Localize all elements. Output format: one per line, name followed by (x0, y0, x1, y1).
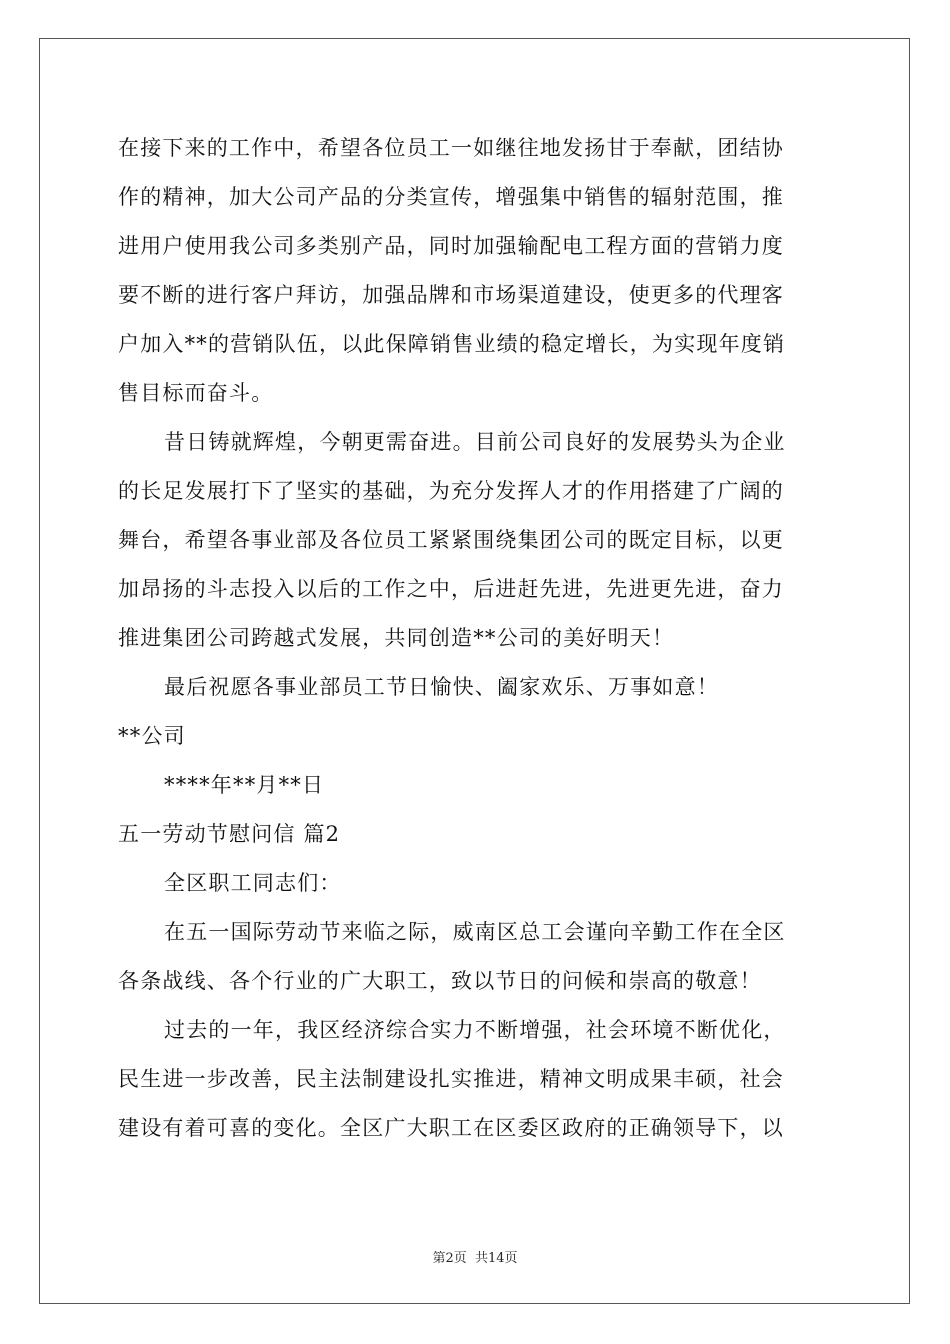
text-line: 全区职工同志们： (164, 871, 342, 895)
document-body (118, 124, 834, 1153)
text-line: 舞台，希望各事业部及各位员工紧紧围绕集团公司的既定目标，以更 (118, 528, 784, 552)
page-total: 共14页 (474, 1251, 518, 1266)
text-line: 建设有着可喜的变化。全区广大职工在区委区政府的正确领导下，以 (118, 1116, 784, 1140)
text-line: 各条战线、各个行业的广大职工，致以节日的问候和崇高的敬意！ (118, 969, 762, 993)
page-footer (0, 1247, 950, 1266)
text-line: 进用户使用我公司多类别产品，同时加强输配电工程方面的营销力度 (118, 234, 784, 258)
text-line: 五一劳动节慰问信 篇2 (118, 822, 341, 846)
text-line: **公司 (118, 724, 186, 748)
text-line: 在接下来的工作中，希望各位员工一如继往地发扬甘于奉献，团结协 (118, 136, 784, 160)
text-line: 民生进一步改善，民主法制建设扎实推进，精神文明成果丰硕，社会 (118, 1067, 784, 1091)
text-line: 的长足发展打下了坚实的基础，为充分发挥人才的作用搭建了广阔的 (118, 479, 784, 503)
text-line: ****年**月**日 (164, 773, 325, 797)
text-line: 推进集团公司跨越式发展，共同创造**公司的美好明天！ (118, 626, 675, 650)
text-line: 作的精神，加大公司产品的分类宣传，增强集中销售的辐射范围，推 (118, 185, 784, 209)
text-line: 最后祝愿各事业部员工节日愉快、阖家欢乐、万事如意！ (164, 675, 719, 699)
text-line: 加昂扬的斗志投入以后的工作之中，后进赶先进，先进更先进，奋力 (118, 577, 784, 601)
text-line: 过去的一年，我区经济综合实力不断增强，社会环境不断优化， (164, 1018, 786, 1042)
page-number: 第2页 (432, 1251, 467, 1266)
text-line: 要不断的进行客户拜访，加强品牌和市场渠道建设，使更多的代理客 (118, 283, 784, 307)
text-line: 户加入**的营销队伍，以此保障销售业绩的稳定增长，为实现年度销 (118, 332, 786, 356)
text-line: 售目标而奋斗。 (118, 381, 274, 405)
text-line: 昔日铸就辉煌，今朝更需奋进。目前公司良好的发展势头为企业 (164, 430, 786, 454)
text-line: 在五一国际劳动节来临之际，威南区总工会谨向辛勤工作在全区 (164, 920, 786, 944)
